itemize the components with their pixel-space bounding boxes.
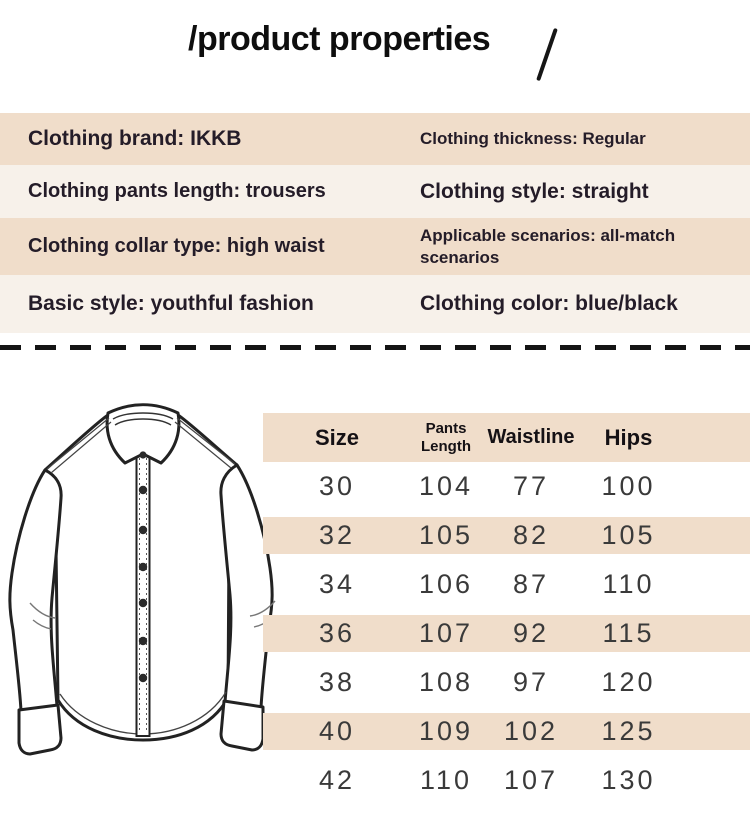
cell-hips: 110	[602, 569, 655, 599]
cell-length: 104	[418, 471, 474, 501]
property-basic-style: Basic style: youthful fashion	[28, 292, 314, 315]
cell-hips: 115	[602, 618, 655, 648]
title-slash-decoration	[536, 28, 558, 81]
cell-size: 30	[318, 471, 356, 501]
property-row	[0, 165, 750, 218]
table-row	[263, 707, 750, 756]
property-row	[0, 113, 750, 165]
cell-waistline: 77	[512, 471, 550, 501]
size-table-header	[263, 413, 750, 462]
cell-length: 107	[418, 618, 474, 648]
cell-length: 109	[418, 716, 474, 746]
column-header-size: Size	[314, 424, 360, 450]
cell-waistline: 82	[512, 520, 550, 550]
page-title: /product properties	[188, 20, 491, 58]
cell-hips: 105	[601, 520, 656, 550]
cell-size: 38	[318, 667, 356, 697]
cell-length: 108	[418, 667, 474, 697]
property-pants-length: Clothing pants length: trousers	[28, 180, 326, 202]
cell-hips: 100	[601, 471, 656, 501]
table-row	[263, 756, 750, 805]
property-row	[0, 218, 750, 275]
cell-hips: 130	[601, 765, 656, 795]
table-row	[263, 658, 750, 707]
cell-size: 40	[318, 716, 356, 746]
cell-size: 32	[318, 520, 356, 550]
cell-hips: 125	[601, 716, 656, 746]
shirt-illustration	[5, 398, 300, 808]
table-row	[263, 609, 750, 658]
property-scenarios: Applicable scenarios: all-match scenarios	[420, 226, 676, 267]
column-header-waistline: Waistline	[487, 426, 575, 448]
cell-size: 36	[318, 618, 356, 648]
property-thickness: Clothing thickness: Regular	[420, 129, 646, 148]
column-header-hips: Hips	[604, 424, 653, 450]
cell-length: 106	[418, 569, 474, 599]
cell-waistline: 97	[512, 667, 550, 697]
cell-waistline: 102	[503, 716, 559, 746]
property-collar-type: Clothing collar type: high waist	[28, 235, 325, 257]
cell-hips: 120	[601, 667, 656, 697]
cell-length: 105	[418, 520, 474, 550]
cell-waistline: 87	[512, 569, 550, 599]
cell-size: 42	[318, 765, 356, 795]
size-table-body	[263, 462, 750, 805]
dashed-divider	[0, 345, 750, 350]
table-row	[263, 462, 750, 511]
cell-size: 34	[318, 569, 356, 599]
table-row	[263, 560, 750, 609]
table-row	[263, 511, 750, 560]
cell-length: 110	[419, 765, 473, 795]
shirt-line-drawing-svg	[5, 398, 300, 808]
property-row	[0, 275, 750, 333]
property-color: Clothing color: blue/black	[420, 292, 678, 315]
property-brand: Clothing brand: IKKB	[28, 127, 242, 150]
column-header-pants-length: Pants Length	[421, 420, 471, 455]
cell-waistline: 107	[503, 765, 559, 795]
cell-waistline: 92	[512, 618, 550, 648]
property-style: Clothing style: straight	[420, 179, 649, 203]
